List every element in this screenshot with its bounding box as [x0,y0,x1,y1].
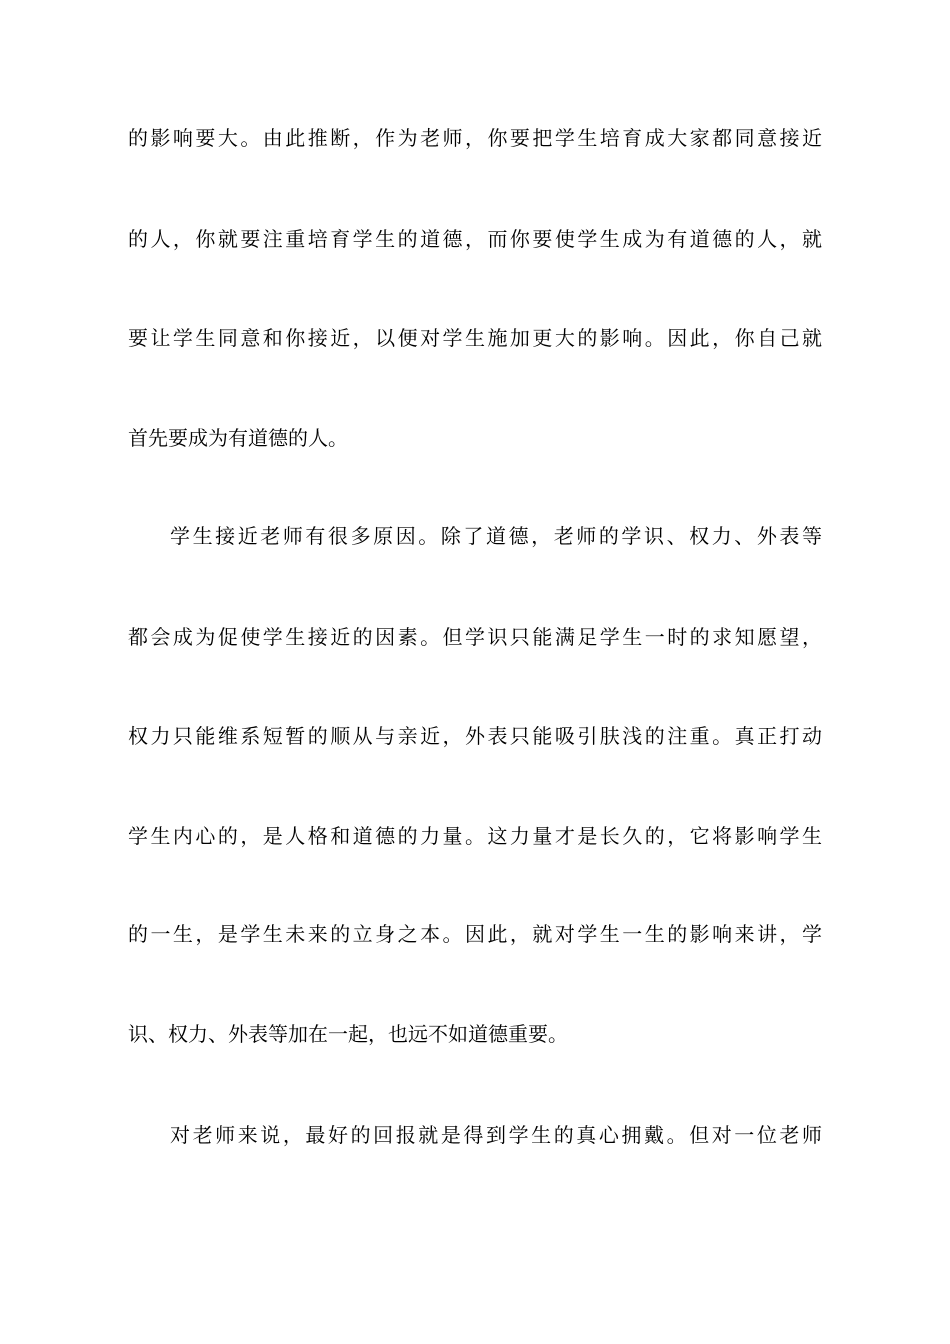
text-line-10: 识、权力、外表等加在一起，也远不如道德重要。 [128,1022,568,1046]
text-line-2: 的人，你就要注重培育学生的道德，而你要使学生成为有道德的人，就 [128,227,822,251]
text-line-3: 要让学生同意和你接近，以便对学生施加更大的影响。因此，你自己就 [128,326,822,350]
text-line-11: 对老师来说，最好的回报就是得到学生的真心拥戴。但对一位老师 [170,1123,822,1147]
text-line-8: 学生内心的，是人格和道德的力量。这力量才是长久的，它将影响学生 [128,824,822,848]
text-line-4: 首先要成为有道德的人。 [128,426,348,450]
text-line-7: 权力只能维系短暂的顺从与亲近，外表只能吸引肤浅的注重。真正打动 [128,724,822,748]
text-line-1: 的影响要大。由此推断，作为老师，你要把学生培育成大家都同意接近 [128,126,822,150]
text-line-6: 都会成为促使学生接近的因素。但学识只能满足学生一时的求知愿望， [128,625,822,649]
text-line-9: 的一生，是学生未来的立身之本。因此，就对学生一生的影响来讲，学 [128,922,822,946]
text-line-5: 学生接近老师有很多原因。除了道德，老师的学识、权力、外表等 [170,524,822,548]
